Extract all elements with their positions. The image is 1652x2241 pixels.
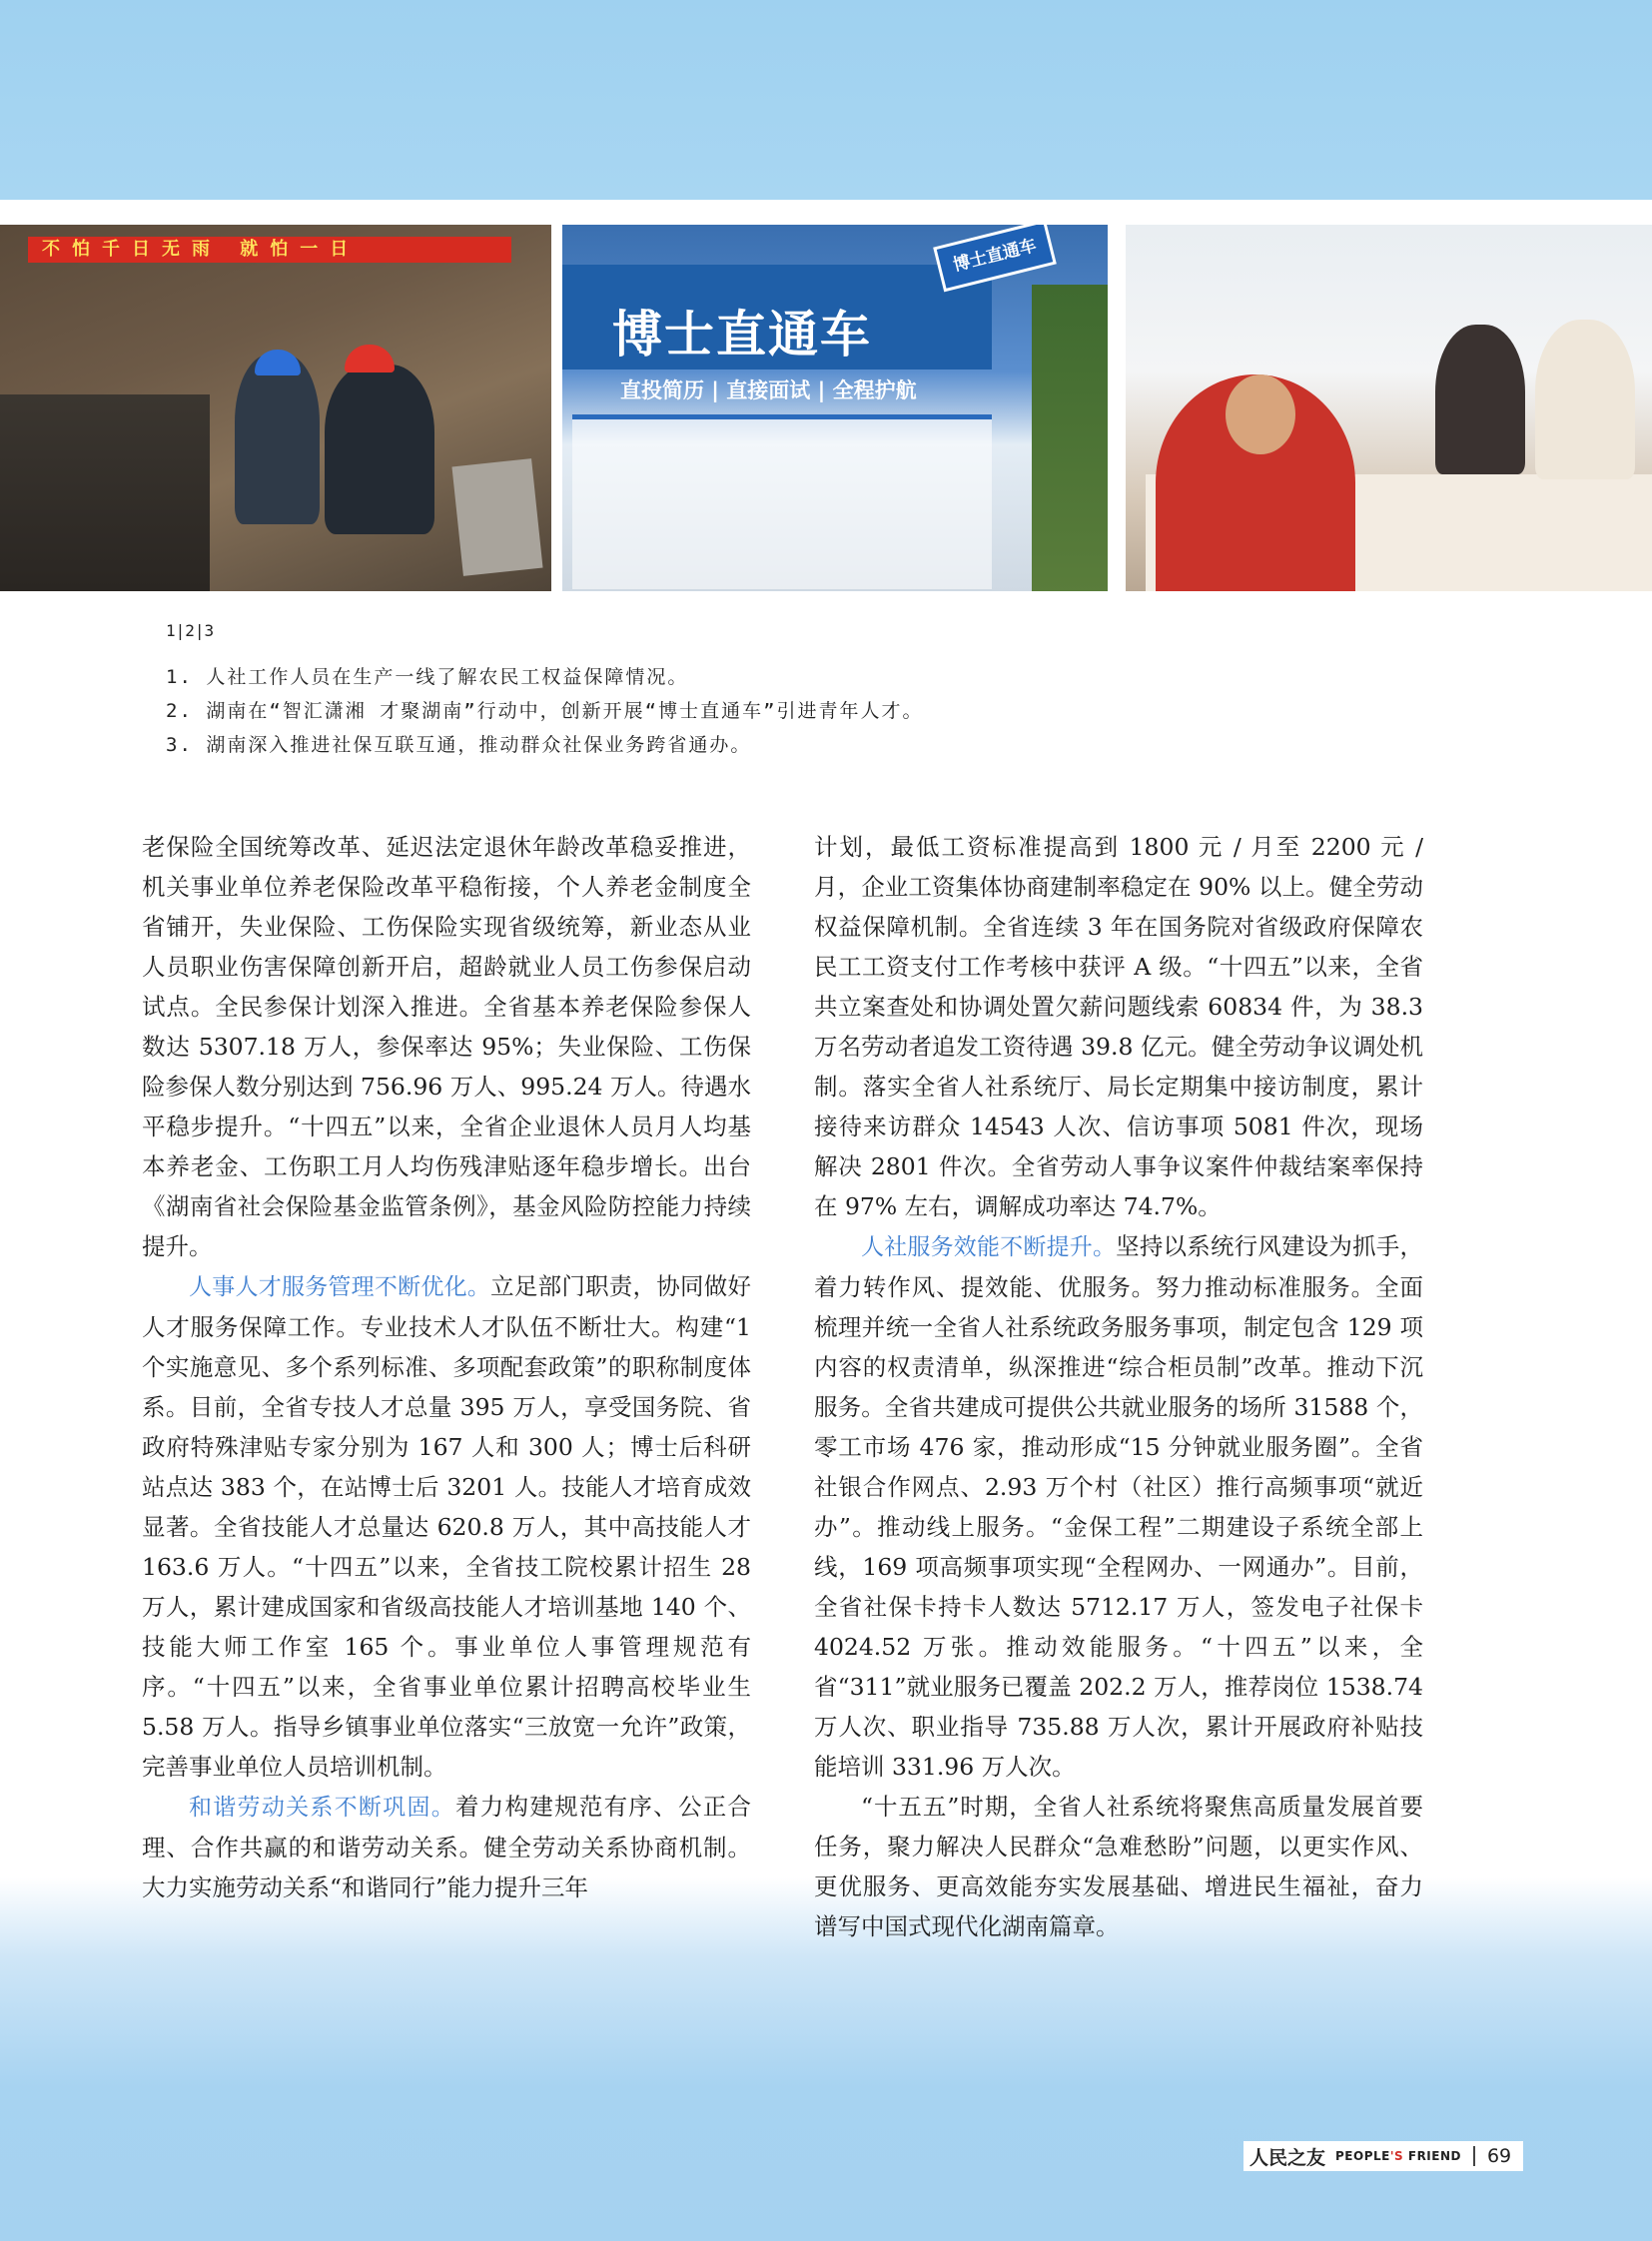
paragraph-text: 着力构建规范有序、公正合理、合作共赢的和谐劳动关系。健全劳动关系协商机制。大力实施劳动关系“和谐同行”能力提升三年 — [142, 1793, 751, 1901]
brand-en-apos: 'S — [1389, 2149, 1404, 2163]
blue-helmet — [255, 350, 301, 375]
left-column — [142, 827, 751, 1907]
caption-1: 1. 人社工作人员在生产一线了解农民工权益保障情况。 — [166, 666, 689, 688]
page-number: 69 — [1486, 2145, 1512, 2167]
brand-en-part: PEOPLE — [1335, 2149, 1390, 2163]
photo-workers-factory — [0, 225, 551, 591]
brand-en-part: FRIEND — [1403, 2149, 1461, 2163]
paragraph-text: 立足部门职责，协同做好人才服务保障工作。专业技术人才队伍不断壮大。构建“1 个实施意见、多个系列标准、多项配套政策”的职称制度体系。目前，全省专技人才总量 395 万人，享受国务院、省政府特殊津贴专家分别为 167 人和 300 人；博士后科研站点达 383 个，在站博士后 3201 人。技能人才培育成效显著。全省技能人才总量达 620.8 万人，其中高技能人才 163.6 万人。“十四五”以来，全省技工院校累计招生 28 万人，累计建成国家和省级高技能人才培训基地 140 个、技能大师工作室 165 个。事业单位人事管理规范有序。“十四五”以来，全省事业单位累计招聘高校毕业生 5.58 万人。指导乡镇事业单位落实“三放宽一允许”政策，完善事业单位人员培训机制。 — [142, 1272, 752, 1781]
paragraph — [142, 1266, 751, 1787]
paragraph — [142, 1787, 751, 1907]
staff-head — [1226, 374, 1295, 454]
caption-3: 3. 湖南深入推进社保互联互通，推动群众社保业务跨省通办。 — [166, 734, 752, 756]
paragraph: 计划，最低工资标准提高到 1800 元 / 月至 2200 元 / 月，企业工资集体协商建制率稳定在 90% 以上。健全劳动权益保障机制。全省连续 3 年在国务院对省级政府保障农民工工资支付工作考核中获评 A 级。“十四五”以来，全省共立案查处和协调处置欠薪问题线索 60834 件，为 38.3 万名劳动者追发工资待遇 39.8 亿元。健全劳动争议调处机制。落实全省人社系统厅、局长定期集中接访制度，累计接待来访群众 14543 人次、信访事项 5081 件次，现场解决 2801 件次。全省劳动人事争议案件仲裁结案率保持在 97% 左右，调解成功率达 74.7%。 — [814, 833, 1423, 1220]
factory-banner: 不怕千日无雨 就怕一日 — [28, 237, 511, 263]
magazine-name-en — [1335, 2149, 1461, 2163]
caption-2: 2. 湖南在“智汇潇湘 才聚湖南”行动中，创新开展“博士直通车”引进青年人才。 — [166, 700, 924, 722]
footer-divider — [1473, 2146, 1475, 2166]
booth-header — [562, 265, 992, 402]
red-helmet — [345, 345, 395, 373]
client-figure — [1435, 325, 1525, 474]
magazine-name: 人民之友 — [1249, 2146, 1326, 2169]
booth-title: 博士直通车 — [612, 306, 872, 364]
worker-figure — [235, 355, 320, 524]
booth-subtitle: 直投简历 | 直接面试 | 全程护航 — [620, 378, 917, 402]
section-heading: 和谐劳动关系不断巩固。 — [189, 1795, 455, 1821]
paragraph: 老保险全国统筹改革、延迟法定退休年龄改革稳妥推进，机关事业单位养老保险改革平稳衔接，个人养老金制度全省铺开，失业保险、工伤保险实现省级统筹，新业态从业人员职业伤害保障创新开启，超龄就业人员工伤参保启动试点。全民参保计划深入推进。全省基本养老保险参保人数达 5307.18 万人，参保率达 95%；失业保险、工伤保险参保人数分别达到 756.96 万人、995.24 万人。待遇水平稳步提升。“十四五”以来，全省企业退休人员月人均基本养老金、工伤职工月人均伤残津贴逐年稳步增长。出台《湖南省社会保险基金监管条例》，基金风险防控能力持续提升。 — [142, 833, 751, 1260]
paragraph — [814, 1226, 1423, 1787]
paragraph-text: 坚持以系统行风建设为抓手，着力转作风、提效能、优服务。努力推动标准服务。全面梳理并统一全省人社系统政务服务事项，制定包含 129 项内容的权责清单，纵深推进“综合柜员制”改革。推动下沉服务。全省共建成可提供公共就业服务的场所 31588 个，零工市场 476 家，推动形成“15 分钟就业服务圈”。全省社银合作网点、2.93 万个村（社区）推行高频事项“就近办”。推动线上服务。“金保工程”二期建设子系统全部上线，169 项高频事项实现“全程网办、一网通办”。目前，全省社保卡持卡人数达 5712.17 万人，签发电子社保卡 4024.52 万张。推动效能服务。“十四五”以来，全省“311”就业服务已覆盖 202.2 万人，推荐岗位 1538.74 万人次、职业指导 735.88 万人次，累计开展政府补贴技能培训 331.96 万人次。 — [814, 1232, 1424, 1781]
metal-part — [451, 458, 542, 576]
caption-numbers: 1|2|3 — [166, 621, 215, 640]
photo-service-hall — [1126, 225, 1652, 591]
section-heading: 人事人才服务管理不断优化。 — [189, 1274, 491, 1300]
photo-captions — [166, 621, 924, 762]
photo-doctor-express-booth — [562, 225, 1108, 591]
factory-machine — [0, 394, 210, 591]
paragraph: “十五五”时期，全省人社系统将聚焦高质量发展首要任务，聚力解决人民群众“急难愁盼”问题，以更实作风、更优服务、更高效能夯实发展基础、增进民生福祉，奋力谱写中国式现代化湖南篇章。 — [814, 1793, 1423, 1940]
staff-figure — [325, 365, 434, 534]
client-figure — [1535, 320, 1635, 479]
tree — [1032, 285, 1108, 591]
page-footer — [1243, 2141, 1523, 2171]
right-column — [814, 827, 1423, 1946]
section-heading: 人社服务效能不断提升。 — [861, 1234, 1117, 1260]
photo-strip — [0, 225, 1652, 591]
booth-interview-area — [572, 414, 992, 589]
booth-sign: 博士直通车 — [933, 225, 1057, 292]
